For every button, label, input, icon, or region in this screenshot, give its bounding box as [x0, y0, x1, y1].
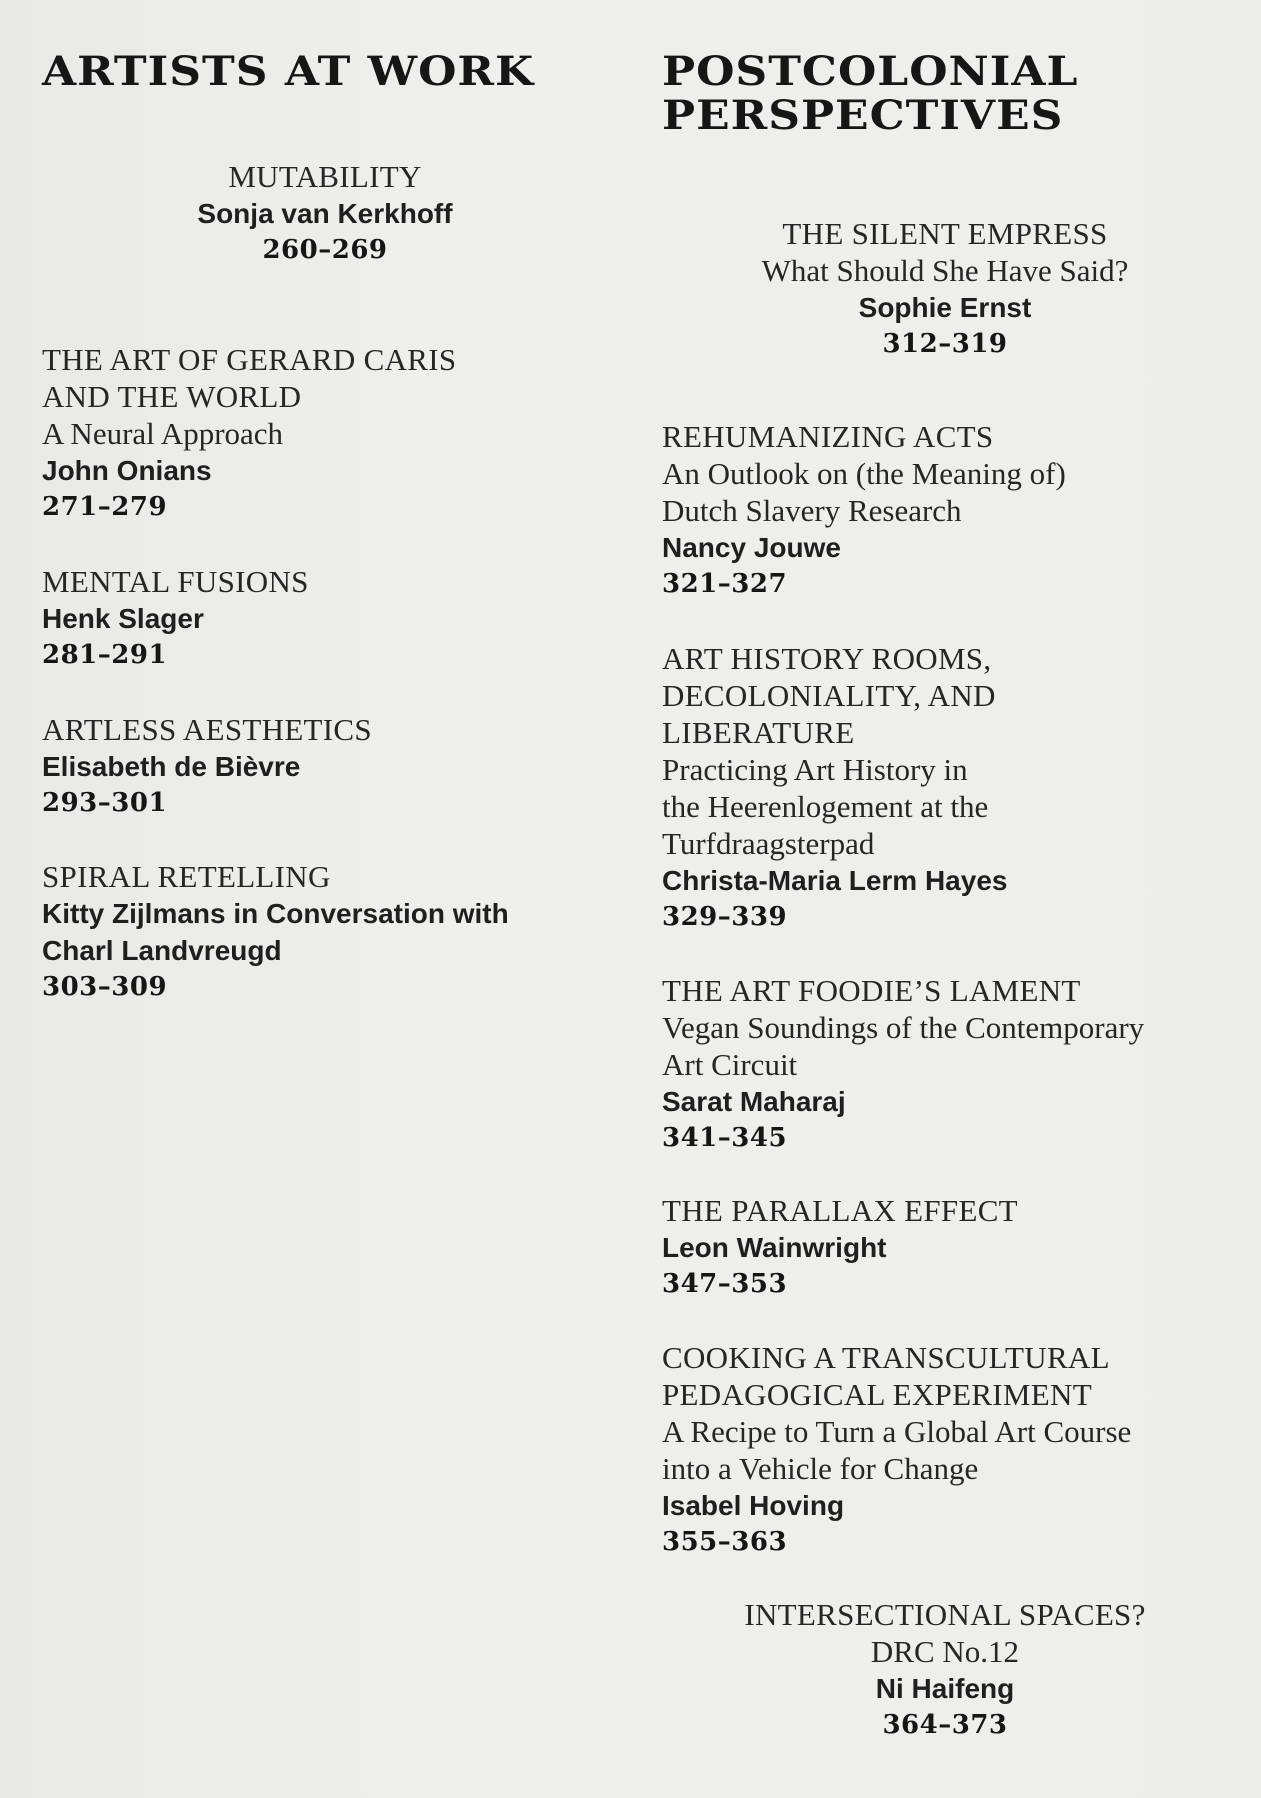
entry-title: ARTLESS AESTHETICS	[42, 712, 372, 747]
entry-subtitle: into a Vehicle for Change	[662, 1451, 979, 1486]
toc-entry-cooking-transcultural	[662, 1339, 1131, 1561]
toc-entry-intersectional-spaces	[662, 1596, 1228, 1744]
entry-author: Elisabeth de Bièvre	[42, 751, 301, 782]
entry-title: DECOLONIALITY, AND	[662, 678, 996, 713]
entry-subtitle: Dutch Slavery Research	[662, 493, 962, 528]
entry-title: PEDAGOGICAL EXPERIMENT	[662, 1377, 1092, 1412]
entry-author: Isabel Hoving	[662, 1490, 845, 1521]
entry-pages: 321–327	[662, 569, 788, 599]
entry-title: REHUMANIZING ACTS	[662, 419, 994, 454]
entry-author: Henk Slager	[42, 603, 204, 634]
entry-title: THE SILENT EMPRESS	[782, 216, 1108, 251]
entry-title: MENTAL FUSIONS	[42, 564, 309, 599]
entry-title: ART HISTORY ROOMS,	[662, 641, 992, 676]
entry-subtitle: Art Circuit	[662, 1047, 798, 1082]
toc-entry-spiral-retelling	[42, 858, 509, 1006]
entry-subtitle: A Neural Approach	[42, 416, 284, 451]
entry-pages: 347–353	[662, 1269, 788, 1299]
entry-pages: 329–339	[662, 902, 788, 932]
entry-title: COOKING A TRANSCULTURAL	[662, 1340, 1110, 1375]
toc-entry-gerard-caris	[42, 341, 456, 526]
entry-subtitle: An Outlook on (the Meaning of)	[662, 456, 1066, 491]
entry-subtitle: the Heerenlogement at the	[662, 789, 989, 824]
entry-subtitle: Practicing Art History in	[662, 752, 968, 787]
entry-subtitle: A Recipe to Turn a Global Art Course	[662, 1414, 1132, 1449]
entry-author: Sophie Ernst	[858, 292, 1032, 323]
heading-line: PERSPECTIVES	[662, 92, 1064, 140]
entry-pages: 293–301	[42, 788, 168, 818]
entry-pages: 341–345	[662, 1123, 788, 1153]
toc-entry-parallax-effect	[662, 1192, 1018, 1303]
entry-author: Christa-Maria Lerm Hayes	[662, 865, 1008, 896]
entry-title: LIBERATURE	[662, 715, 855, 750]
entry-pages: 312–319	[882, 329, 1008, 359]
entry-title: THE ART FOODIE’S LAMENT	[662, 973, 1081, 1008]
entry-title: MUTABILITY	[228, 159, 422, 194]
entry-author: Kitty Zijlmans in Conversation with	[42, 898, 509, 929]
entry-title: INTERSECTIONAL SPACES?	[744, 1597, 1146, 1632]
entry-pages: 355–363	[662, 1527, 788, 1557]
entry-author: Charl Landvreugd	[42, 935, 282, 966]
section-heading-artists-at-work: ARTISTS AT WORK	[42, 48, 535, 96]
entry-subtitle: Turfdraagsterpad	[662, 826, 875, 861]
entry-author: John Onians	[42, 455, 212, 486]
entry-pages: 303–309	[42, 972, 168, 1002]
toc-entry-silent-empress	[662, 215, 1228, 363]
entry-pages: 281–291	[42, 640, 168, 670]
entry-author: Ni Haifeng	[875, 1673, 1015, 1704]
entry-title: SPIRAL RETELLING	[42, 859, 331, 894]
entry-title: THE PARALLAX EFFECT	[662, 1193, 1018, 1228]
toc-entry-mental-fusions	[42, 563, 309, 674]
entry-title: AND THE WORLD	[42, 379, 302, 414]
toc-entry-artless-aesthetics	[42, 711, 372, 822]
entry-author: Sonja van Kerkhoff	[197, 198, 453, 229]
toc-entry-art-foodies-lament	[662, 972, 1144, 1157]
toc-entry-mutability	[42, 158, 608, 269]
entry-pages: 271–279	[42, 492, 168, 522]
entry-title: THE ART OF GERARD CARIS	[42, 342, 457, 377]
entry-subtitle: What Should She Have Said?	[761, 253, 1129, 288]
toc-entry-rehumanizing-acts	[662, 418, 1066, 603]
entry-pages: 364–373	[882, 1710, 1008, 1740]
entry-pages: 260–269	[262, 235, 388, 265]
entry-subtitle: Vegan Soundings of the Contemporary	[662, 1010, 1145, 1045]
heading-line: POSTCOLONIAL	[662, 48, 1079, 96]
entry-author: Nancy Jouwe	[662, 532, 841, 563]
toc-entry-art-history-rooms	[662, 640, 1007, 936]
section-heading-postcolonial-perspectives	[662, 50, 1162, 138]
entry-author: Leon Wainwright	[662, 1232, 887, 1263]
entry-subtitle: DRC No.12	[870, 1634, 1020, 1669]
entry-author: Sarat Maharaj	[662, 1086, 846, 1117]
